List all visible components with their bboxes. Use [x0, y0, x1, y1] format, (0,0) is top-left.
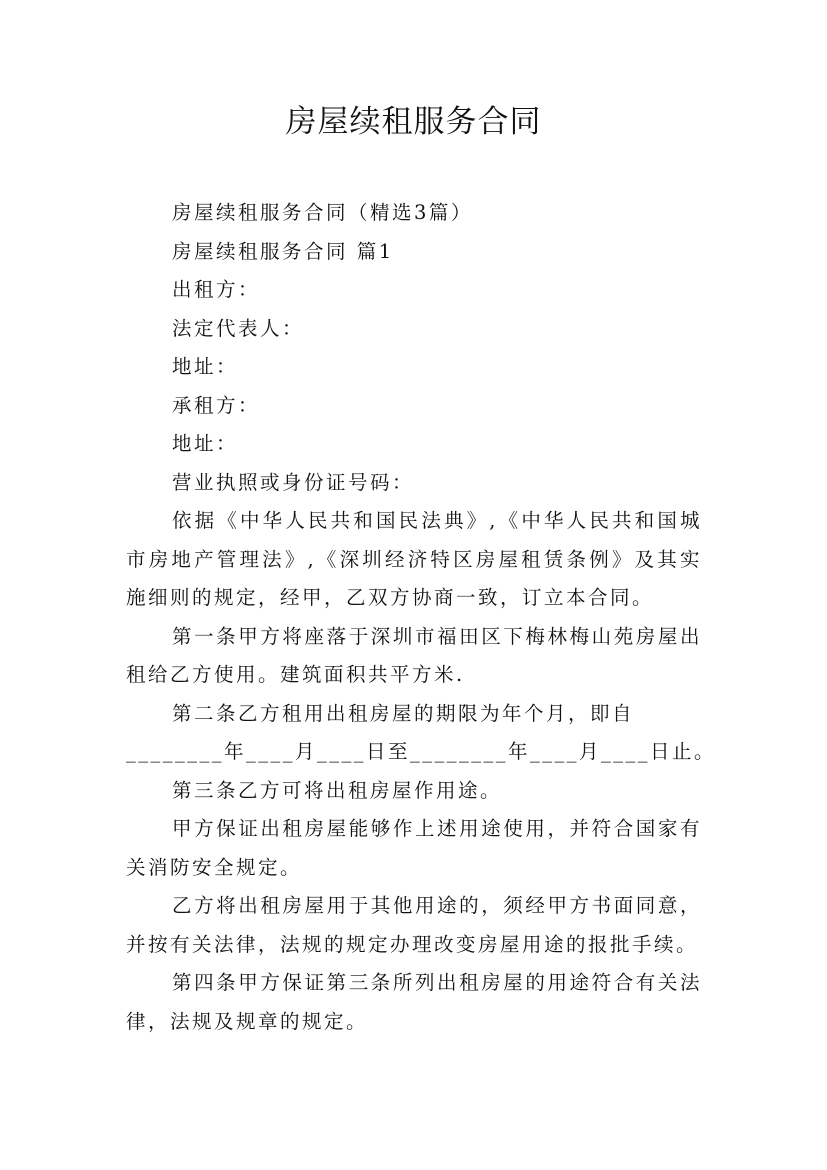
- field-lessor: 出租方：: [172, 278, 261, 301]
- paragraph-article-1: 第一条甲方将座落于深圳市福田区下梅林梅山苑房屋出租给乙方使用。建筑面积共平方米.: [126, 624, 702, 686]
- field-lessee: 承租方：: [172, 393, 261, 417]
- paragraph-heading: 房屋续租服务合同 篇1: [172, 239, 394, 263]
- document-title: 房屋续租服务合同: [285, 104, 542, 140]
- paragraph-article-4: 第四条甲方保证第三条所列出租房屋的用途符合有关法律，法规及规章的规定。: [126, 971, 702, 1033]
- field-lessee-address: 地址：: [172, 432, 239, 455]
- field-license-id: 营业执照或身份证号码：: [172, 470, 415, 494]
- paragraph-other-use: 乙方将出租房屋用于其他用途的，须经甲方书面同意，并按有关法律，法规的规定办理改变房屋用途的报批手续。: [126, 894, 702, 956]
- field-address: 地址：: [172, 355, 239, 378]
- field-legal-representative: 法定代表人：: [172, 316, 305, 340]
- paragraph-article-3: 第三条乙方可将出租房屋作用途。: [172, 778, 503, 802]
- paragraph-basis: 依据《中华人民共和国民法典》,《中华人民共和国城市房地产管理法》,《深圳经济特区房屋租赁条例》及其实施细则的规定，经甲，乙双方协商一致，订立本合同。: [126, 509, 702, 609]
- document-body: [126, 194, 717, 1041]
- paragraph-article-2: 第二条乙方租用出租房屋的期限为年个月，即自: [172, 701, 635, 725]
- paragraph-article-2-dates: ________年____月____日至________年____月____日止。: [126, 740, 717, 763]
- paragraph-guarantee: 甲方保证出租房屋能够作上述用途使用，并符合国家有关消防安全规定。: [126, 817, 702, 879]
- paragraph-subtitle: 房屋续租服务合同（精选3篇）: [172, 201, 473, 224]
